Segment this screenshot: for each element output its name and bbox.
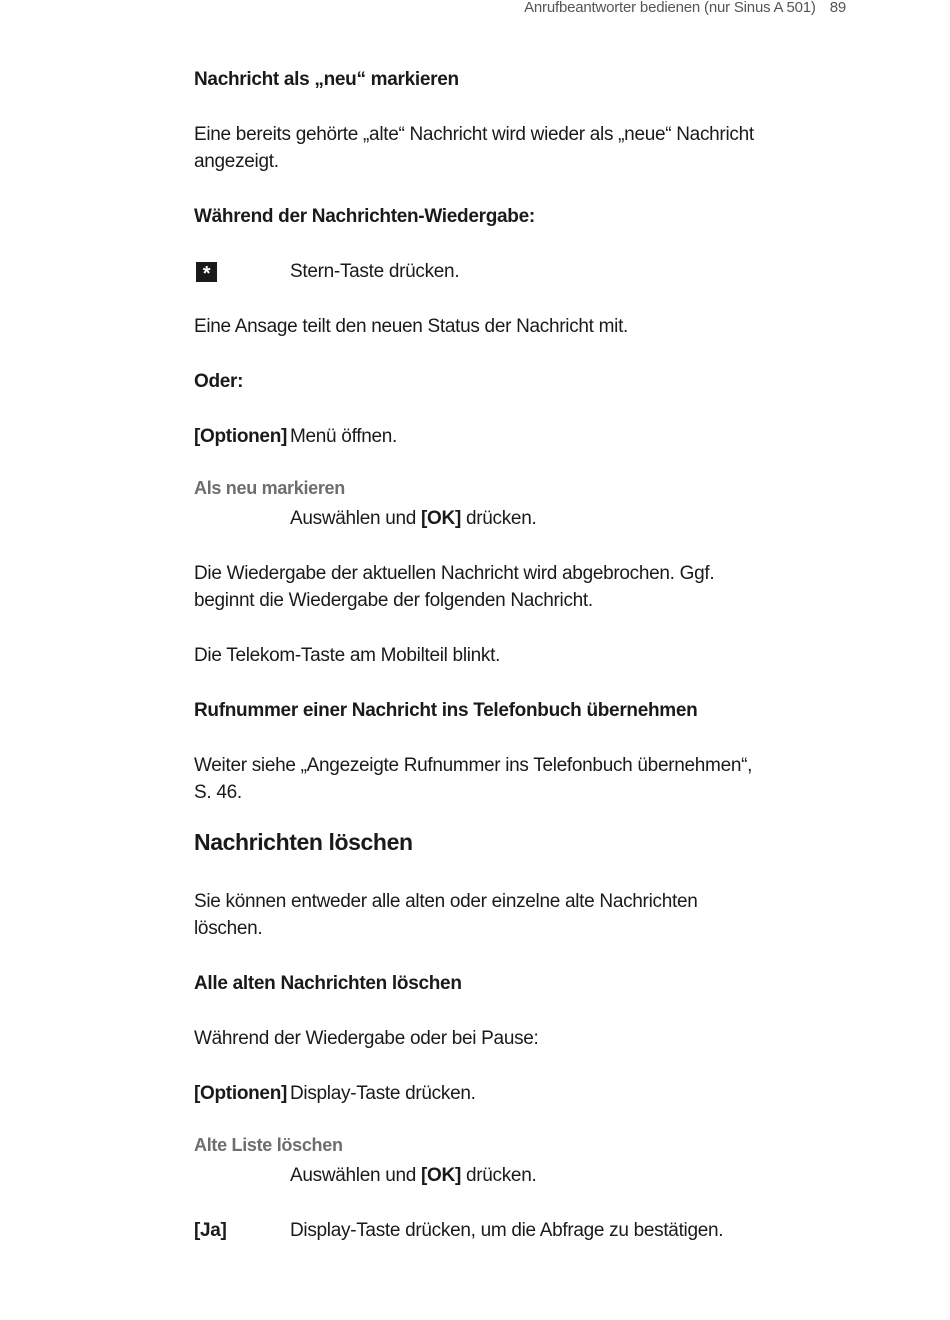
paragraph-line: S. 46. [194,782,242,803]
menu-item-delete-old-list: Alte Liste löschen [194,1135,343,1155]
or-label: Oder: [194,371,244,392]
step-text: Menü öffnen. [290,426,397,447]
yes-key: [Ja] [194,1220,227,1241]
step-star-key [194,258,764,285]
paragraph-line: Eine Ansage teilt den neuen Status der Nachricht mit. [194,316,629,337]
ok-key: [OK] [421,1165,461,1186]
step-text: drücken. [460,508,537,529]
paragraph-line: Die Telekom-Taste am Mobilteil blinkt. [194,645,501,666]
step-options [194,1080,764,1107]
step-text: Display-Taste drücken. [290,1083,476,1104]
step-options [194,423,764,450]
step-text: Stern-Taste drücken. [290,261,460,282]
paragraph-line: Eine bereits gehörte „alte“ Nachricht wird wieder als „neue“ Nachricht [194,124,754,145]
paragraph-line: beginnt die Wiedergabe der folgenden Nachricht. [194,590,593,611]
paragraph-line: Während der Wiedergabe oder bei Pause: [194,1028,539,1049]
step-text: Display-Taste drücken, um die Abfrage zu bestätigen. [290,1220,724,1241]
heading-copy-number: Rufnummer einer Nachricht ins Telefonbuch übernehmen [194,700,698,721]
running-header [524,0,846,16]
paragraph-line: löschen. [194,918,263,939]
step-confirm-yes [194,1217,764,1244]
page-number: 89 [829,0,846,16]
step-text: Auswählen und [290,1165,422,1186]
step-text: Auswählen und [290,508,422,529]
section-title-delete: Nachrichten löschen [194,829,413,855]
heading-delete-all-old: Alle alten Nachrichten löschen [194,973,462,994]
step-text: drücken. [460,1165,537,1186]
heading-mark-new: Nachricht als „neu“ markieren [194,69,459,90]
options-key: [Optionen] [194,426,288,447]
paragraph-line: angezeigt. [194,151,279,172]
ok-key: [OK] [421,508,461,529]
paragraph-line: Die Wiedergabe der aktuellen Nachricht wird abgebrochen. Ggf. [194,563,715,584]
subheading-during-playback: Während der Nachrichten-Wiedergabe: [194,206,535,227]
star-key-icon: * [196,262,217,282]
step-select-ok [290,505,536,532]
paragraph-line: Weiter siehe „Angezeigte Rufnummer ins Telefonbuch übernehmen“, [194,755,753,776]
running-title: Anrufbeantworter bedienen (nur Sinus A 501) [524,0,816,16]
menu-item-mark-new: Als neu markieren [194,478,345,498]
step-select-ok [290,1162,536,1189]
paragraph-line: Sie können entweder alle alten oder einzelne alte Nachrichten [194,891,698,912]
options-key: [Optionen] [194,1083,288,1104]
